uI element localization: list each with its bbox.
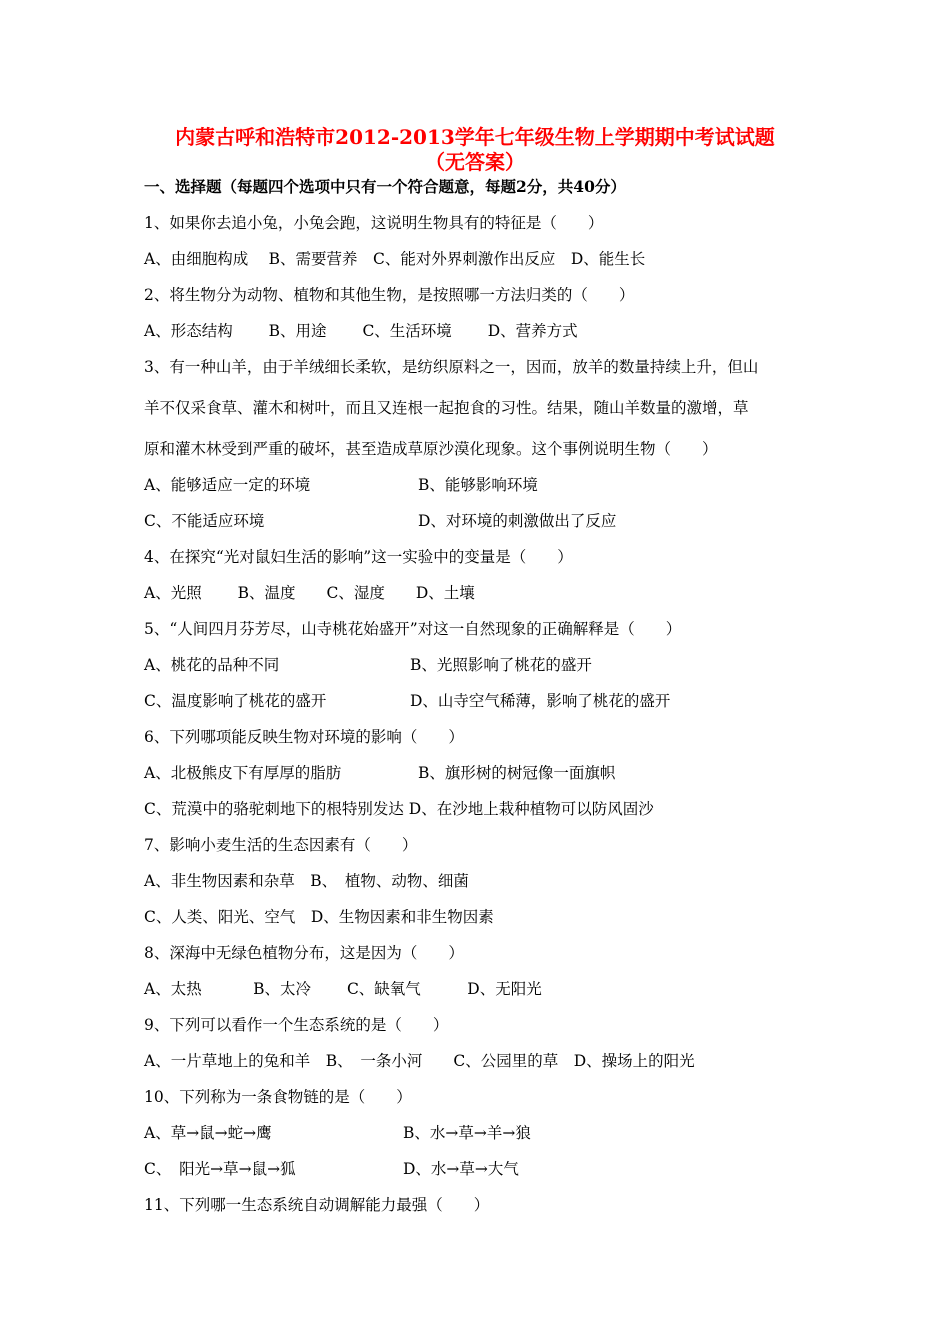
question-3-line-3: 原和灌木林受到严重的破坏，甚至造成草原沙漠化现象。这个事例说明生物（ ） — [144, 440, 718, 458]
question-11: 11、下列哪一生态系统自动调解能力最强（ ） — [144, 1196, 490, 1214]
question-3-option-b: B、能够影响环境 — [418, 476, 538, 494]
question-10-option-a: A、草→鼠→蛇→鹰 — [144, 1124, 272, 1142]
question-10: 10、下列称为一条食物链的是（ ） — [144, 1088, 412, 1106]
question-7-options-ab: A、非生物因素和杂草 B、 植物、动物、细菌 — [144, 872, 469, 890]
question-9: 9、下列可以看作一个生态系统的是（ ） — [144, 1016, 449, 1034]
question-5-option-b: B、光照影响了桃花的盛开 — [410, 656, 592, 674]
question-1-options: A、由细胞构成 B、需要营养 C、能对外界刺激作出反应 D、能生长 — [144, 250, 646, 268]
section-heading: 一、选择题（每题四个选项中只有一个符合题意，每题2分，共40分） — [144, 177, 626, 196]
question-6-option-b: B、旗形树的树冠像一面旗帜 — [418, 764, 616, 782]
question-6: 6、下列哪项能反映生物对环境的影响（ ） — [144, 728, 464, 746]
question-7: 7、影响小麦生活的生态因素有（ ） — [144, 836, 418, 854]
question-8: 8、深海中无绿色植物分布，这是因为（ ） — [144, 944, 464, 962]
question-10-option-c: C、 阳光→草→鼠→狐 — [144, 1160, 296, 1178]
question-2: 2、将生物分为动物、植物和其他生物，是按照哪一方法归类的（ ） — [144, 286, 635, 304]
question-7-options-cd: C、人类、阳光、空气 D、生物因素和非生物因素 — [144, 908, 494, 926]
question-8-options: A、太热 B、太冷 C、缺氧气 D、无阳光 — [144, 980, 542, 998]
question-1: 1、如果你去追小兔，小兔会跑，这说明生物具有的特征是（ ） — [144, 214, 604, 232]
question-4-options: A、光照 B、温度 C、湿度 D、土壤 — [144, 584, 475, 602]
question-6-options-cd: C、荒漠中的骆驼刺地下的根特别发达 D、在沙地上栽种植物可以防风固沙 — [144, 800, 654, 818]
question-10-option-d: D、水→草→大气 — [403, 1160, 519, 1178]
question-5-option-a: A、桃花的品种不同 — [144, 656, 280, 674]
question-6-option-a: A、北极熊皮下有厚厚的脂肪 — [144, 764, 342, 782]
exam-title: 内蒙古呼和浩特市2012-2013学年七年级生物上学期期中考试试题 — [175, 125, 775, 149]
question-2-options: A、形态结构 B、用途 C、生活环境 D、营养方式 — [144, 322, 578, 340]
question-3-option-d: D、对环境的刺激做出了反应 — [418, 512, 617, 530]
question-3-option-a: A、能够适应一定的环境 — [144, 476, 311, 494]
question-9-options: A、一片草地上的兔和羊 B、 一条小河 C、公园里的草 D、操场上的阳光 — [144, 1052, 695, 1070]
question-4: 4、在探究“光对鼠妇生活的影响”这一实验中的变量是（ ） — [144, 548, 573, 566]
question-5: 5、“人间四月芬芳尽，山寺桃花始盛开”对这一自然现象的正确解释是（ ） — [144, 620, 682, 638]
question-5-option-d: D、山寺空气稀薄，影响了桃花的盛开 — [410, 692, 671, 710]
exam-subtitle: （无答案） — [425, 150, 525, 174]
question-3-option-c: C、不能适应环境 — [144, 512, 265, 530]
question-10-option-b: B、水→草→羊→狼 — [403, 1124, 531, 1142]
question-5-option-c: C、温度影响了桃花的盛开 — [144, 692, 327, 710]
question-3-line-1: 3、有一种山羊，由于羊绒细长柔软，是纺织原料之一，因而，放羊的数量持续上升，但山 — [144, 358, 759, 376]
question-3-line-2: 羊不仅采食草、灌木和树叶，而且又连根一起抱食的习性。结果，随山羊数量的激增，草 — [144, 399, 749, 417]
